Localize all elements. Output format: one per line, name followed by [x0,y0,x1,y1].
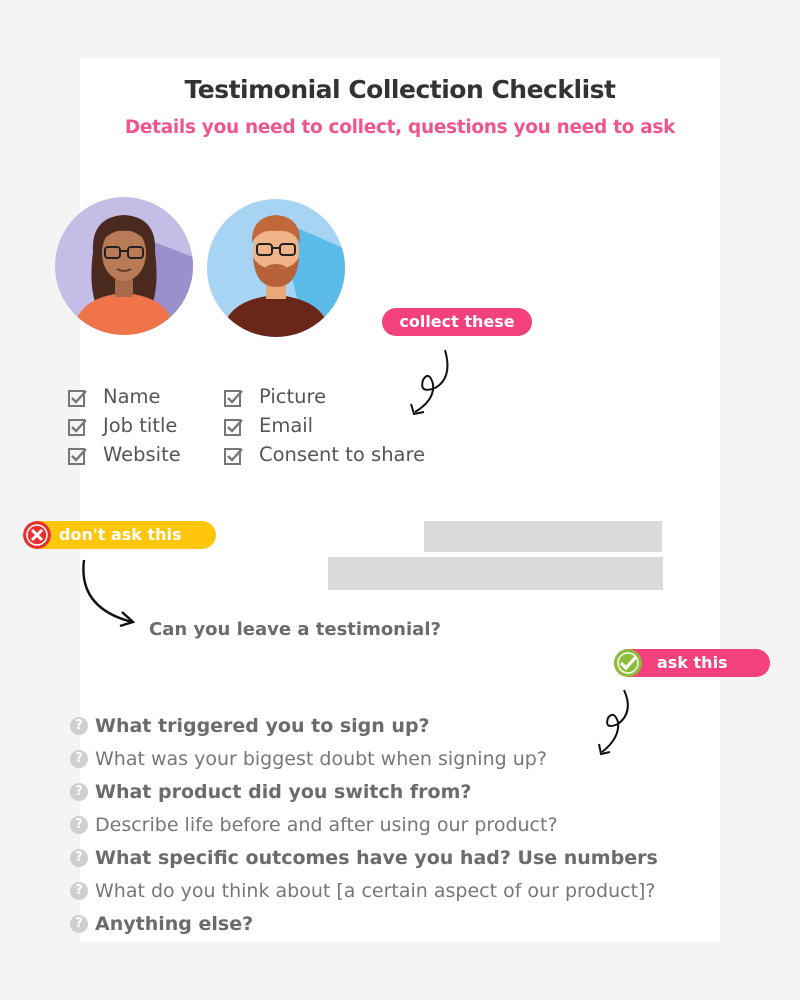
question-circle-icon: ? [70,750,88,768]
collect-item-label: Picture [259,385,327,408]
question-circle-icon: ? [70,717,88,735]
checkbox-checked-icon [224,446,244,466]
checkbox-checked-icon [224,417,244,437]
checkbox-checked-icon [68,446,88,466]
page-title: Testimonial Collection Checklist [184,75,616,104]
placeholder-bar [424,521,662,552]
question-circle-icon: ? [70,915,88,933]
question-circle-icon: ? [70,783,88,801]
ask-this-label: ask this [614,649,770,677]
collect-item-label: Consent to share [259,443,426,466]
question-text: What do you think about [a certain aspect of our product]? [95,880,656,902]
checkbox-checked-icon [68,417,88,437]
question-text: What triggered you to sign up? [95,715,430,737]
collect-item-label: Job title [103,414,178,437]
page-subtitle: Details you need to collect, questions you need to ask [124,117,676,138]
question-circle-icon: ? [70,882,88,900]
question-circle-icon: ? [70,816,88,834]
question-text: Anything else? [95,913,254,935]
checkbox-checked-icon [68,388,88,408]
question-circle-icon: ? [70,849,88,867]
curly-arrow-icon [405,348,455,418]
check-circle-icon [614,649,642,677]
dont-ask-question: Can you leave a testimonial? [149,619,441,640]
male-avatar [207,199,345,337]
placeholder-bar [328,557,663,590]
collect-item-label: Email [259,414,314,437]
question-text: What was your biggest doubt when signing up? [95,748,547,770]
collect-item-label: Website [103,443,181,466]
collect-these-label: collect these [382,308,532,336]
question-text: What specific outcomes have you had? Use numbers [95,847,658,869]
question-text: What product did you switch from? [95,781,472,803]
curved-arrow-icon [78,558,140,628]
dont-ask-label: don't ask this [24,521,216,549]
collect-item-label: Name [103,385,161,408]
question-text: Describe life before and after using our product? [95,814,558,836]
curly-arrow-icon [596,688,636,758]
x-circle-icon [23,521,51,549]
checklist-card [80,58,720,942]
female-avatar [55,197,193,335]
checkbox-checked-icon [224,388,244,408]
